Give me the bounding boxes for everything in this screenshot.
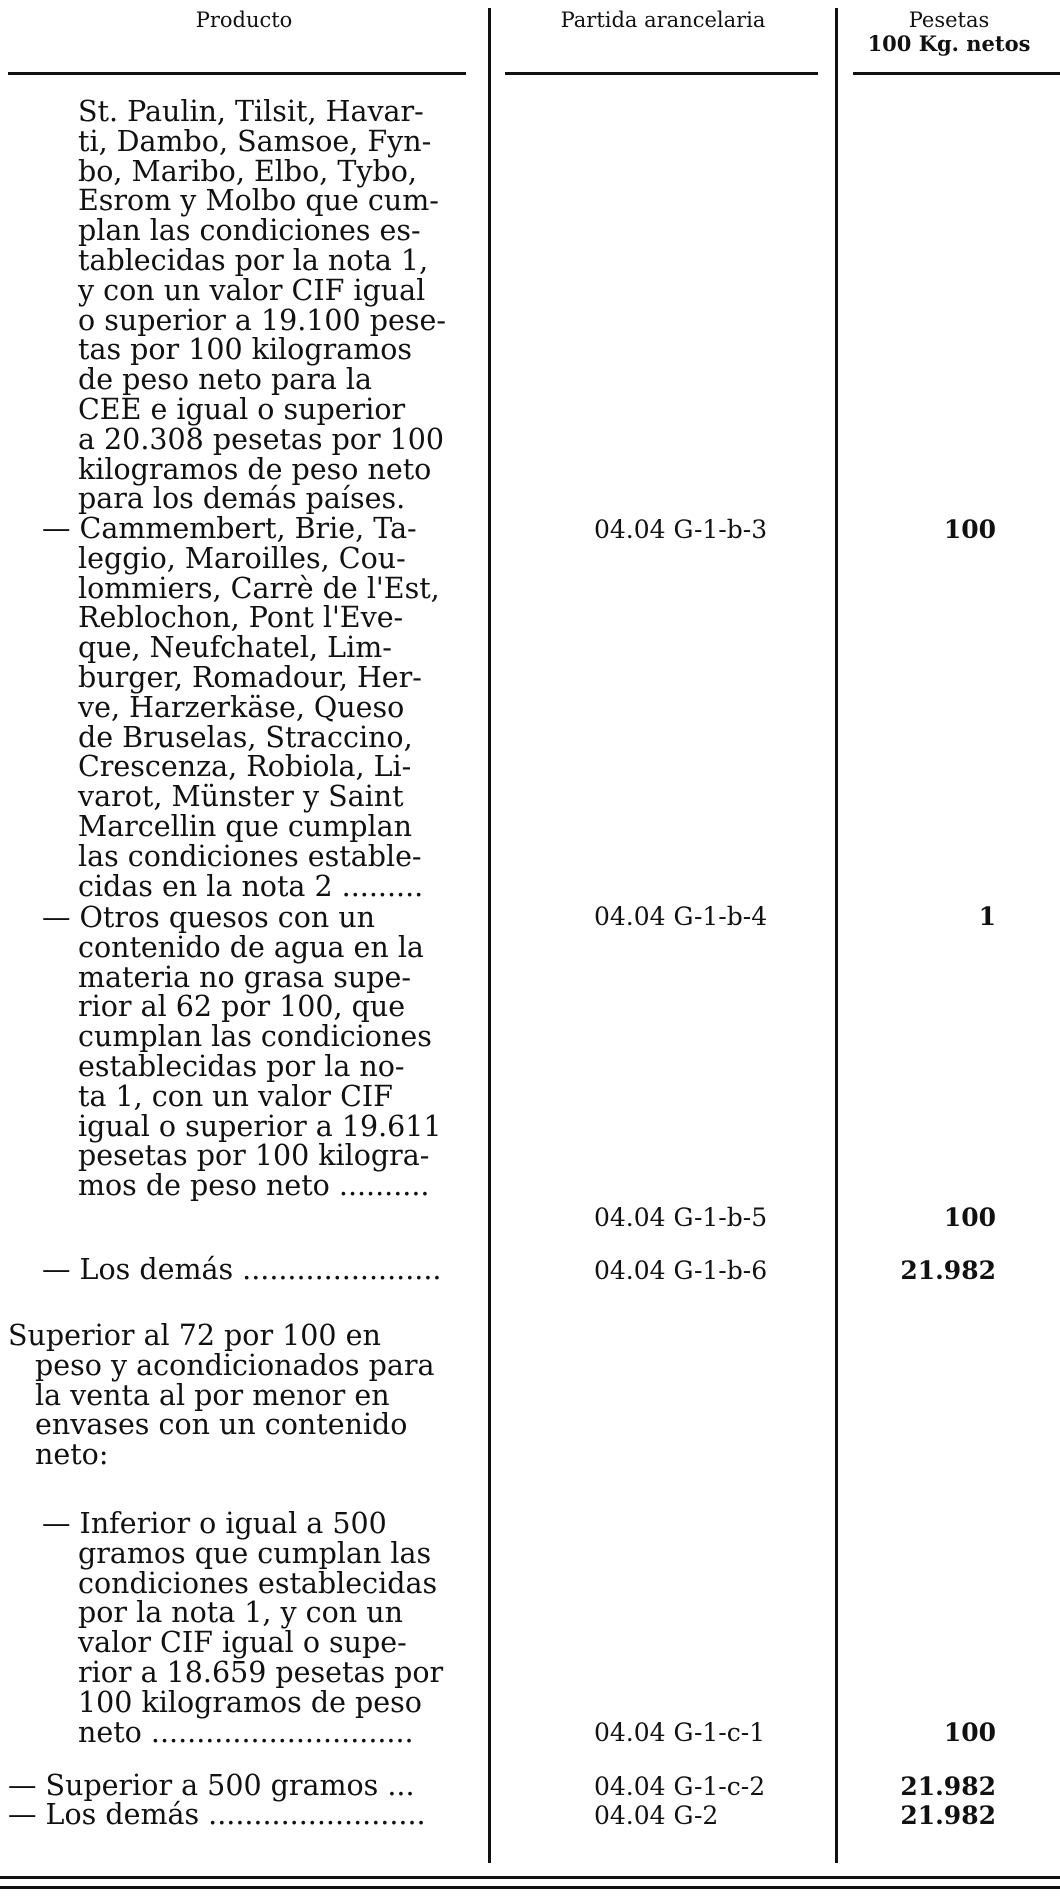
- column-rule-1: [488, 8, 491, 1863]
- header-divider-pesetas: [853, 72, 1060, 75]
- product-line: contenido de agua en la: [78, 930, 424, 964]
- pesetas-value: 100: [943, 1718, 996, 1747]
- header-producto: Producto: [195, 8, 293, 32]
- header-pesetas-line2: 100 Kg. netos: [867, 31, 1031, 56]
- header-pesetas-line1: Pesetas: [908, 8, 990, 32]
- partida-code: 04.04 G-1-b-4: [594, 902, 768, 931]
- product-line: lommiers, Carrè de l'Est,: [78, 571, 440, 605]
- product-line: bo, Maribo, Elbo, Tybo,: [78, 154, 417, 188]
- product-line: de Bruselas, Straccino,: [78, 720, 413, 754]
- pesetas-value: 1: [978, 902, 996, 931]
- product-line: Reblochon, Pont l'Eve-: [78, 601, 404, 635]
- bottom-rule-2: [0, 1886, 1060, 1889]
- partida-code: 04.04 G-1-b-6: [594, 1256, 768, 1285]
- product-line: neto .............................: [78, 1715, 414, 1749]
- pesetas-value: 100: [943, 1203, 996, 1232]
- product-line: las condiciones estable-: [78, 839, 422, 873]
- product-line: para los demás países.: [78, 482, 406, 516]
- product-line: valor CIF igual o supe-: [78, 1626, 407, 1660]
- product-line: kilogramos de peso neto: [78, 452, 432, 486]
- product-line: plan las condiciones es-: [78, 214, 421, 248]
- product-line: — Los demás ......................: [42, 1253, 442, 1286]
- pesetas-value: 21.982: [900, 1801, 996, 1830]
- product-line: la venta al por menor en: [35, 1378, 390, 1412]
- header-divider-producto: [8, 72, 466, 75]
- product-line: de peso neto para la: [78, 363, 373, 397]
- product-line: o superior a 19.100 pese-: [78, 303, 446, 337]
- product-line: — Cammembert, Brie, Ta-: [42, 512, 417, 545]
- product-line: a 20.308 pesetas por 100: [78, 422, 445, 456]
- product-line: Crescenza, Robiola, Li-: [78, 750, 412, 784]
- product-line: varot, Münster y Saint: [78, 780, 404, 814]
- pesetas-value: 100: [943, 515, 996, 544]
- partida-code: 04.04 G-1-c-2: [594, 1772, 766, 1801]
- product-line: leggio, Maroilles, Cou-: [78, 541, 406, 575]
- partida-code: 04.04 G-2: [594, 1801, 719, 1830]
- product-line: ta 1, con un valor CIF: [78, 1079, 393, 1113]
- product-line: burger, Romadour, Her-: [78, 660, 422, 694]
- product-line: peso y acondicionados para: [35, 1348, 435, 1382]
- product-line: neto:: [35, 1438, 109, 1472]
- product-block-5: [42, 1509, 443, 1747]
- product-block-0: [78, 97, 446, 514]
- product-line: ti, Dambo, Samsoe, Fyn-: [78, 124, 432, 158]
- product-line: que, Neufchatel, Lim-: [78, 631, 392, 665]
- product-line: Superior al 72 por 100 en: [8, 1319, 381, 1352]
- product-line: Esrom y Molbo que cum-: [78, 184, 439, 218]
- product-block-7: [8, 1800, 426, 1830]
- product-line: cidas en la nota 2 .........: [78, 869, 424, 903]
- product-block-4: [8, 1321, 434, 1470]
- product-line: gramos que cumplan las: [78, 1536, 432, 1570]
- product-line: condiciones establecidas: [78, 1566, 438, 1600]
- product-block-6: [8, 1771, 415, 1801]
- pesetas-value: 21.982: [900, 1772, 996, 1801]
- product-line: igual o superior a 19.611: [78, 1109, 442, 1143]
- header-partida-arancelaria: Partida arancelaria: [560, 8, 766, 32]
- product-line: — Inferior o igual a 500: [42, 1507, 387, 1540]
- product-line: pesetas por 100 kilogra-: [78, 1139, 430, 1173]
- product-line: 100 kilogramos de peso: [78, 1685, 422, 1719]
- product-line: envases con un contenido: [35, 1408, 408, 1442]
- product-line: cumplan las condiciones: [78, 1020, 432, 1054]
- product-block-1: [42, 514, 440, 901]
- product-line: — Los demás ........................: [8, 1798, 426, 1831]
- product-line: rior al 62 por 100, que: [78, 990, 406, 1024]
- product-line: rior a 18.659 pesetas por: [78, 1655, 444, 1689]
- product-line: — Superior a 500 gramos ...: [8, 1769, 415, 1802]
- product-line: por la nota 1, y con un: [78, 1596, 403, 1630]
- product-line: establecidas por la no-: [78, 1049, 405, 1083]
- product-line: tablecidas por la nota 1,: [78, 243, 429, 277]
- column-rule-2: [835, 8, 838, 1863]
- bottom-rule-1: [0, 1876, 1060, 1879]
- product-line: ve, Harzerkäse, Queso: [78, 690, 405, 724]
- partida-code: 04.04 G-1-b-3: [594, 515, 768, 544]
- product-line: — Otros quesos con un: [42, 901, 376, 934]
- product-line: St. Paulin, Tilsit, Havar-: [78, 95, 424, 128]
- header-pesetas: [838, 8, 1060, 56]
- partida-code: 04.04 G-1-c-1: [594, 1718, 766, 1747]
- product-line: mos de peso neto ..........: [78, 1169, 430, 1203]
- product-line: CEE e igual o superior: [78, 392, 406, 426]
- product-line: tas por 100 kilogramos: [78, 333, 412, 367]
- product-block-3: [42, 1255, 441, 1285]
- product-line: y con un valor CIF igual: [78, 273, 426, 307]
- product-line: materia no grasa supe-: [78, 960, 411, 994]
- pesetas-value: 21.982: [900, 1256, 996, 1285]
- header-divider-partida: [505, 72, 818, 75]
- product-line: Marcellin que cumplan: [78, 809, 412, 843]
- partida-code: 04.04 G-1-b-5: [594, 1203, 768, 1232]
- product-block-2: [42, 903, 442, 1201]
